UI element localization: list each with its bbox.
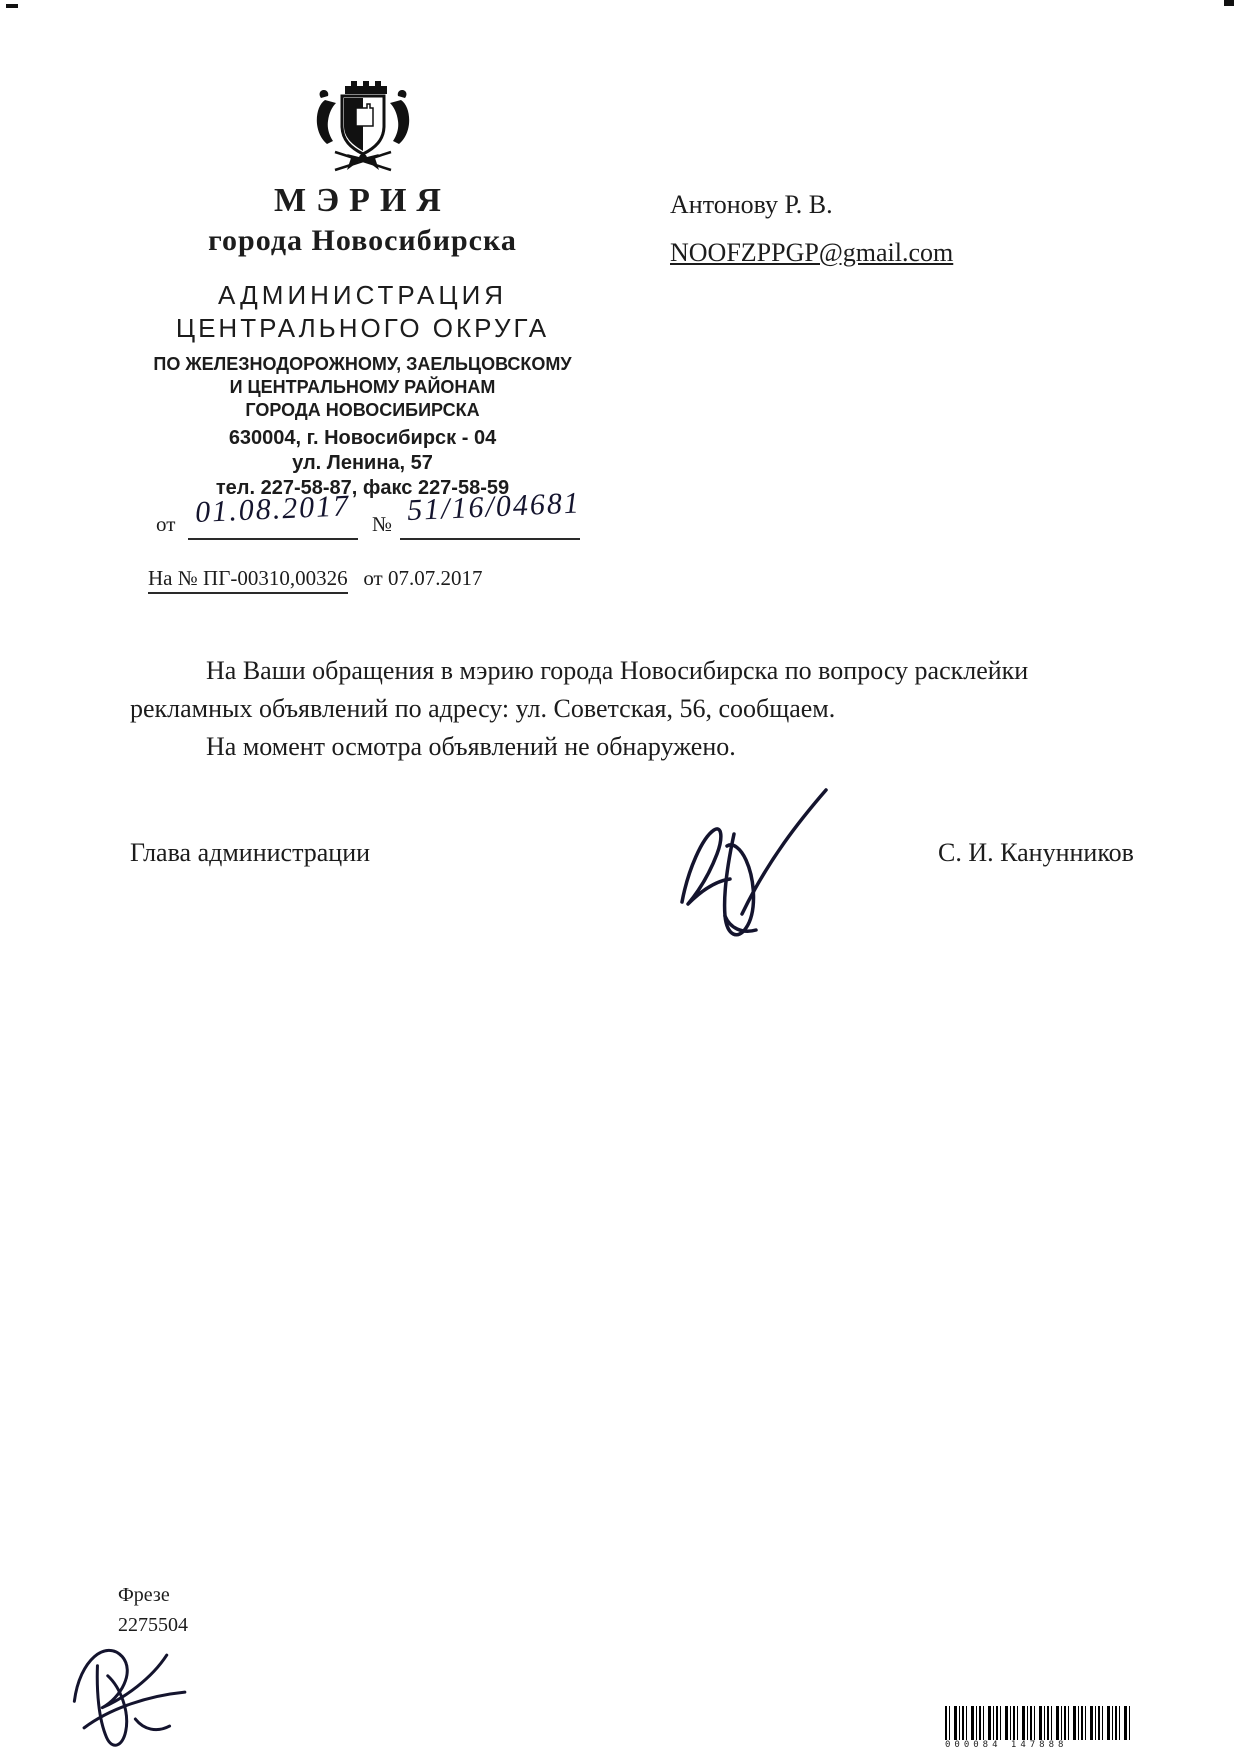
signer-name: С. И. Канунников xyxy=(938,838,1134,867)
body-paragraph-2: На момент осмотра объявлений не обнаружено. xyxy=(206,732,736,761)
address-line1: 630004, г. Новосибирск - 04 xyxy=(228,427,497,449)
executor-name: Фрезе xyxy=(118,1584,170,1606)
scan-artifact xyxy=(1224,0,1234,6)
ref-date-handwritten: 01.08.2017 xyxy=(194,489,351,530)
dept-line2: ЦЕНТРАЛЬНОГО ОКРУГА xyxy=(175,313,550,343)
body-paragraph-1: На Ваши обращения в мэрию города Новосибирска по вопросу расклейки рекламных объявлений по адресу: ул. Советская, 56, сообщаем. xyxy=(130,656,1029,723)
letter-body xyxy=(130,652,1110,766)
barcode-bars xyxy=(945,1706,1130,1740)
recipient-email: NOOFZPPGP@gmail.com xyxy=(670,238,954,267)
barcode-digits: 000084 147888 xyxy=(945,1740,1068,1750)
reply-reference-date: от 07.07.2017 xyxy=(363,566,483,590)
ref-date-underline xyxy=(188,538,358,540)
ref-number-underline xyxy=(400,538,580,540)
reply-reference-number: На № ПГ-00310,00326 xyxy=(148,566,348,594)
district-line3: ГОРОДА НОВОСИБИРСКА xyxy=(245,400,480,420)
barcode xyxy=(945,1706,1130,1750)
novosibirsk-coat-of-arms-icon xyxy=(311,78,415,174)
recipient-name: Антонову Р. В. xyxy=(670,190,833,219)
address-line2: ул. Ленина, 57 xyxy=(292,452,433,474)
ref-from-label: от xyxy=(156,512,176,536)
org-title-line1: МЭРИЯ xyxy=(274,182,451,219)
executor-phone: 2275504 xyxy=(118,1614,188,1636)
ref-number-handwritten: 51/16/04681 xyxy=(406,486,582,528)
district-line2: И ЦЕНТРАЛЬНОМУ РАЙОНАМ xyxy=(229,377,496,397)
district-line1: ПО ЖЕЛЕЗНОДОРОЖНОМУ, ЗАЕЛЬЦОВСКОМУ xyxy=(153,354,572,374)
org-title-line2: города Новосибирска xyxy=(208,224,517,257)
scan-artifact xyxy=(6,4,18,8)
dept-line1: АДМИНИСТРАЦИЯ xyxy=(217,280,508,310)
executor-signature-scribble-icon xyxy=(42,1587,210,1754)
signer-position-title: Глава администрации xyxy=(130,838,371,867)
ref-number-label: № xyxy=(372,512,393,536)
signature-ink-icon xyxy=(630,782,850,952)
reply-reference-line xyxy=(148,566,482,591)
letterhead xyxy=(150,78,575,500)
contact-line: тел. 227-58-87, факс 227-58-59 xyxy=(215,477,510,499)
